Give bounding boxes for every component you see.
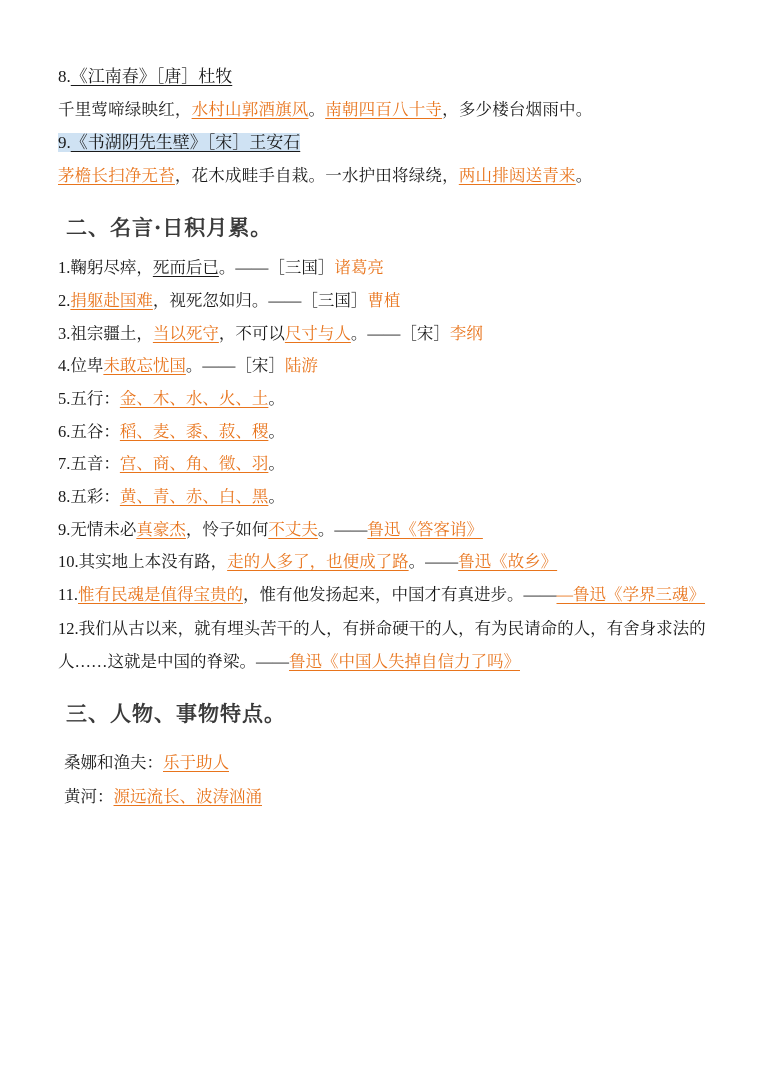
item-part: ，不可以 xyxy=(218,323,285,343)
poem-part: ，多少楼台烟雨中。 xyxy=(442,100,593,119)
item-part: ，惟有他发扬起来，中国才有真进步。—— xyxy=(243,584,557,604)
item-number: 1. xyxy=(58,258,71,278)
list-item xyxy=(58,481,723,514)
item-number: 5. xyxy=(58,388,71,408)
item-part: 鲁迅《答客诮》 xyxy=(367,519,483,539)
poem-part: ，花木成畦手自栽。一水护田将绿绕， xyxy=(174,166,459,186)
item-part: 五行： xyxy=(70,388,120,408)
item-part: 。——［三国］ xyxy=(218,258,335,278)
item-number: 3. xyxy=(58,323,71,343)
section2-list xyxy=(58,252,723,677)
poem-title-9 xyxy=(58,126,723,160)
document-content xyxy=(58,60,723,815)
item-part: 陆游 xyxy=(284,356,318,376)
item-part: 宫、商、角、徵、羽 xyxy=(119,454,269,474)
item-part: 黄、青、赤、白、黑 xyxy=(119,486,269,506)
list-item xyxy=(58,350,723,383)
item-part: ，视死忽如归。——［三国］ xyxy=(152,291,368,310)
item-part: 鲁迅《故乡》 xyxy=(458,552,558,572)
item-part: 。 xyxy=(268,388,285,408)
list-item xyxy=(58,448,723,481)
poem-number-9: 9. xyxy=(58,133,71,153)
item-part: 鞠躬尽瘁， xyxy=(70,258,153,278)
section-heading-2: 二、名言·日积月累。 xyxy=(66,215,273,241)
item-part: 无情未必 xyxy=(70,519,137,539)
item-part: ，怜子如何 xyxy=(185,519,269,539)
poem-part: 千里莺啼绿映红， xyxy=(58,100,192,119)
poem-part: 南朝四百八十寺 xyxy=(325,100,443,119)
item-part: 位卑 xyxy=(70,356,104,376)
item-number: 6. xyxy=(58,421,71,441)
item-part: 。——［宋］ xyxy=(350,323,450,343)
poem-body-9 xyxy=(58,160,723,192)
item-part: 曹植 xyxy=(367,291,401,310)
poem-title-text-9: 《书湖阴先生壁》［宋］王安石 xyxy=(70,133,301,153)
list-item xyxy=(58,285,723,318)
item-part: 五谷： xyxy=(70,421,120,441)
item-part: 走的人多了，也便成了路 xyxy=(227,552,409,572)
item-part: 。——［宋］ xyxy=(185,356,285,376)
item-number: 2. xyxy=(58,291,71,310)
list-item xyxy=(58,612,723,678)
item-part: 不丈夫 xyxy=(268,519,318,539)
item-part: 稻、麦、黍、菽、稷 xyxy=(119,421,269,441)
item-part: 五音： xyxy=(70,454,120,474)
poem-body-8 xyxy=(58,94,723,126)
item-part: 当以死守 xyxy=(152,323,219,343)
item-part: 桑娜和渔夫： xyxy=(64,752,163,772)
item-part: 。—— xyxy=(408,552,459,572)
section-heading-3: 三、人物、事物特点。 xyxy=(66,700,286,726)
item-part: 。 xyxy=(268,486,285,506)
item-part: —鲁迅《学界三魂》 xyxy=(556,584,706,604)
poem-part: 。 xyxy=(575,166,593,186)
item-part: 。 xyxy=(268,454,285,474)
item-part: 真豪杰 xyxy=(136,519,186,539)
poem-title-8 xyxy=(58,60,723,94)
list-item xyxy=(58,383,723,416)
item-part: 。—— xyxy=(317,519,368,539)
list-item xyxy=(58,579,723,612)
item-part: 未敢忘忧国 xyxy=(103,356,186,376)
list-item xyxy=(58,546,723,579)
item-part: 五彩： xyxy=(70,486,120,506)
poem-part: 。 xyxy=(308,100,326,119)
item-part: 死而后已 xyxy=(152,258,219,278)
list-item xyxy=(64,780,723,815)
item-number: 10. xyxy=(58,552,79,572)
item-part: 尺寸与人 xyxy=(284,323,351,343)
list-item xyxy=(58,252,723,285)
item-part: 我们从古以来，就有埋头苦干的人，有拼命硬干的人，有为民请命的人，有舍身求法的人……这就是中国的脊梁。—— xyxy=(58,618,706,671)
section3-list xyxy=(58,746,723,815)
list-item xyxy=(64,746,723,781)
item-number: 4. xyxy=(58,356,71,376)
item-number: 11. xyxy=(58,584,79,604)
poem-part: 水村山郭酒旗风 xyxy=(191,100,309,119)
item-part: 。 xyxy=(268,421,285,441)
poem-part: 两山排闼送青来 xyxy=(458,166,576,186)
item-part: 诸葛亮 xyxy=(334,258,384,278)
item-part: 祖宗疆土， xyxy=(70,323,153,343)
list-item xyxy=(58,318,723,351)
item-part: 源远流长、波涛汹涌 xyxy=(113,787,262,807)
item-part: 其实地上本没有路， xyxy=(78,552,228,572)
item-number: 8. xyxy=(58,486,71,506)
poem-title-text-8: 《江南春》［唐］杜牧 xyxy=(70,67,233,86)
item-part: 金、木、水、火、土 xyxy=(119,388,269,408)
list-item xyxy=(58,416,723,449)
poem-part: 茅檐长扫净无苔 xyxy=(58,166,175,186)
item-part: 黄河： xyxy=(64,787,114,807)
item-number: 9. xyxy=(58,519,71,539)
item-part: 李纲 xyxy=(449,323,483,343)
item-part: 鲁迅《中国人失掉自信力了吗》 xyxy=(289,651,520,671)
item-part: 惟有民魂是值得宝贵的 xyxy=(78,584,244,604)
poem-number-8: 8. xyxy=(58,67,71,86)
item-part: 乐于助人 xyxy=(163,752,229,772)
item-number: 12. xyxy=(58,618,79,638)
list-item xyxy=(58,514,723,547)
item-number: 7. xyxy=(58,454,71,474)
poem-title-highlight-9 xyxy=(58,133,300,152)
item-part: 捐躯赴国难 xyxy=(70,291,153,310)
